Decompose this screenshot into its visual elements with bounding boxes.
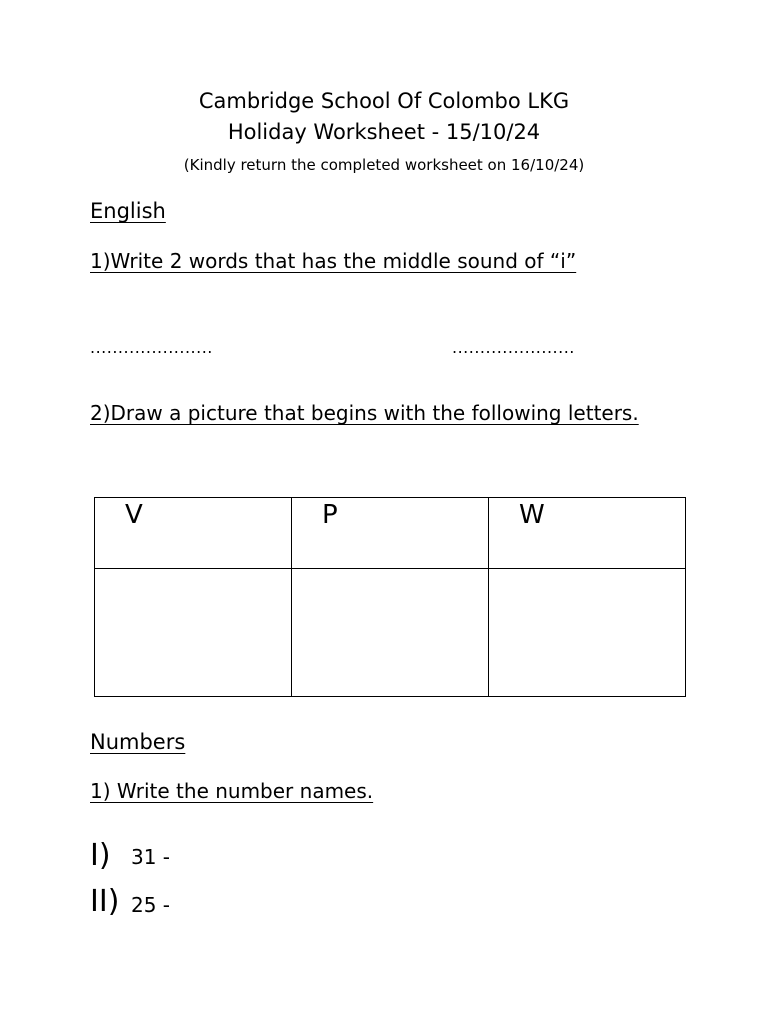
english-heading: English: [90, 199, 166, 223]
numbers-question-1: 1) Write the number names.: [90, 779, 374, 803]
letters-drawing-table: [94, 497, 686, 697]
answer-blank-2: ......................: [452, 338, 575, 357]
item-text-1: 31 -: [131, 845, 171, 869]
worksheet-title: Holiday Worksheet - 15/10/24: [227, 120, 541, 144]
numbers-heading: Numbers: [90, 730, 186, 754]
item-text-2: 25 -: [131, 893, 171, 917]
return-note: (Kindly return the completed worksheet on 16/10/24): [183, 156, 585, 174]
answer-blank-1: ......................: [90, 338, 213, 357]
letter-label: P: [322, 500, 338, 530]
letters-header-row: [95, 498, 686, 569]
letter-label: V: [125, 500, 143, 530]
letter-cell-v: [95, 498, 292, 569]
drawing-cell-w: [489, 569, 686, 697]
item-numeral-2: II): [90, 884, 120, 919]
letter-cell-w: [489, 498, 686, 569]
item-numeral-1: I): [90, 838, 111, 873]
drawing-cell-p: [292, 569, 489, 697]
drawing-row: [95, 569, 686, 697]
letter-cell-p: [292, 498, 489, 569]
drawing-cell-v: [95, 569, 292, 697]
english-question-2: 2)Draw a picture that begins with the following letters.: [90, 401, 639, 425]
english-question-1: 1)Write 2 words that has the middle sound of “i”: [90, 249, 577, 273]
letter-label: W: [519, 500, 545, 530]
school-name: Cambridge School Of Colombo LKG: [198, 89, 570, 113]
